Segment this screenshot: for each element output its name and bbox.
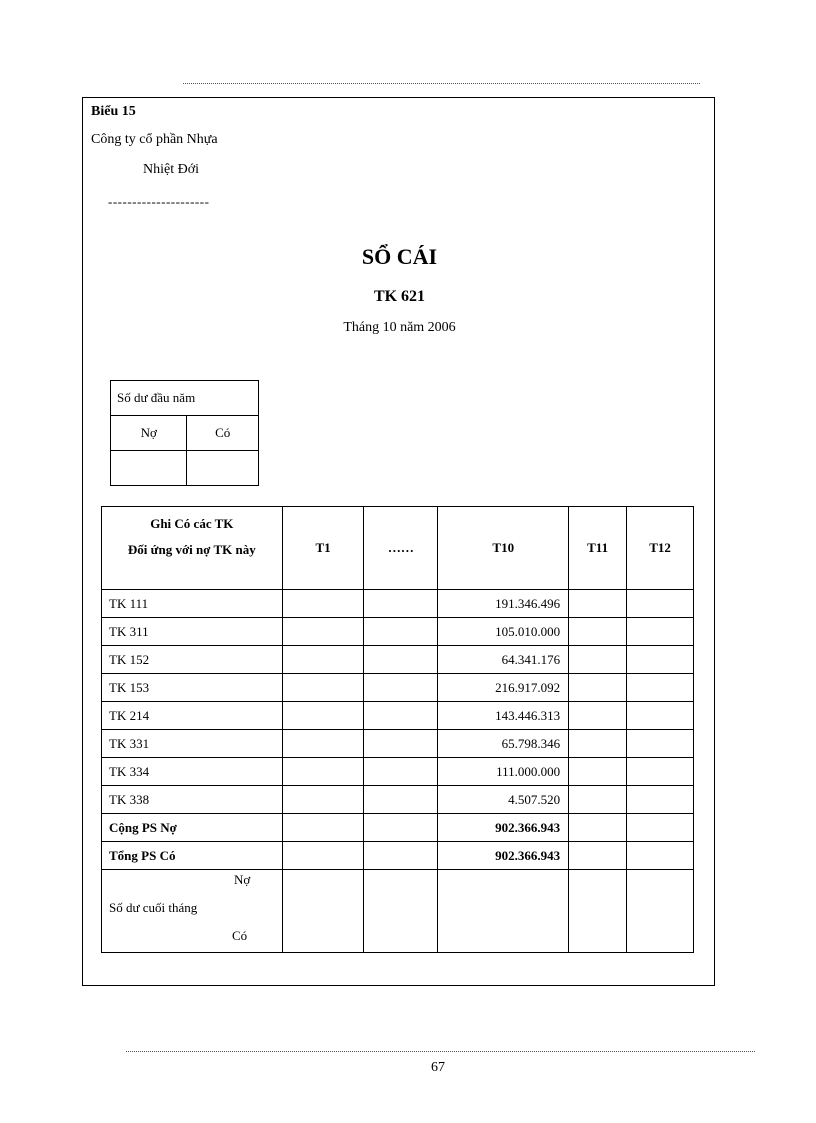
- row-account: TK 311: [102, 618, 283, 646]
- closing-balance-cell: [102, 870, 283, 953]
- row-account: TK 214: [102, 702, 283, 730]
- month-header-t11: T11: [569, 507, 627, 590]
- opening-balance-label: Số dư đầu năm: [111, 381, 259, 416]
- company-name-line2: Nhiệt Đới: [143, 162, 200, 177]
- top-dotted-rule: [183, 83, 700, 84]
- ledger-table: [101, 506, 694, 953]
- total-debit-t10: 902.366.943: [438, 814, 569, 842]
- document-period: Tháng 10 năm 2006: [343, 320, 456, 335]
- opening-balance-table: [110, 380, 259, 486]
- page-number: 67: [431, 1060, 445, 1075]
- table-row: [102, 758, 694, 786]
- contra-account-header: [102, 507, 283, 590]
- table-row: [102, 702, 694, 730]
- bottom-dotted-rule: [126, 1051, 755, 1052]
- row-t10-value: 191.346.496: [438, 590, 569, 618]
- closing-debit-label: Nợ: [234, 872, 251, 887]
- row-t10-value: 105.010.000: [438, 618, 569, 646]
- total-credit-t10: 902.366.943: [438, 842, 569, 870]
- ledger-form-frame: [82, 97, 715, 986]
- month-header-t1: T1: [282, 507, 364, 590]
- opening-debit-value: [111, 451, 187, 486]
- opening-debit-label: Nợ: [111, 416, 187, 451]
- document-account: TK 621: [373, 288, 426, 305]
- row-account: TK 152: [102, 646, 283, 674]
- month-header-t10: T10: [438, 507, 569, 590]
- row-t10-value: 65.798.346: [438, 730, 569, 758]
- table-row: [102, 674, 694, 702]
- row-account: TK 334: [102, 758, 283, 786]
- row-account: TK 331: [102, 730, 283, 758]
- form-number: Biểu 15: [91, 104, 136, 119]
- contra-account-header-line2: Đối ứng với nợ TK này: [127, 542, 256, 557]
- month-header-ellipsis: ……: [364, 507, 438, 590]
- separator-dashes: ---------------------: [108, 194, 210, 209]
- row-t10-value: 143.446.313: [438, 702, 569, 730]
- row-t10-value: 64.341.176: [438, 646, 569, 674]
- total-credit-label: Tổng PS Có: [102, 842, 283, 870]
- opening-credit-label: Có: [187, 416, 259, 451]
- opening-credit-value: [187, 451, 259, 486]
- total-credit-row: [102, 842, 694, 870]
- closing-balance-row: [102, 870, 694, 953]
- row-account: TK 153: [102, 674, 283, 702]
- total-debit-label: Cộng PS Nợ: [102, 814, 283, 842]
- company-name-line1: Công ty cổ phần Nhựa: [91, 132, 218, 147]
- table-row: [102, 590, 694, 618]
- row-t10-value: 111.000.000: [438, 758, 569, 786]
- document-title: SỔ CÁI: [361, 244, 438, 269]
- contra-account-header-line1: Ghi Có các TK: [150, 516, 234, 531]
- closing-balance-label: Số dư cuối tháng: [109, 900, 198, 915]
- total-debit-row: [102, 814, 694, 842]
- table-row: [102, 618, 694, 646]
- row-t10-value: 4.507.520: [438, 786, 569, 814]
- month-header-t12: T12: [627, 507, 694, 590]
- row-account: TK 111: [102, 590, 283, 618]
- closing-credit-label: Có: [232, 928, 248, 943]
- table-row: [102, 786, 694, 814]
- table-row: [102, 730, 694, 758]
- table-row: [102, 646, 694, 674]
- row-account: TK 338: [102, 786, 283, 814]
- row-t10-value: 216.917.092: [438, 674, 569, 702]
